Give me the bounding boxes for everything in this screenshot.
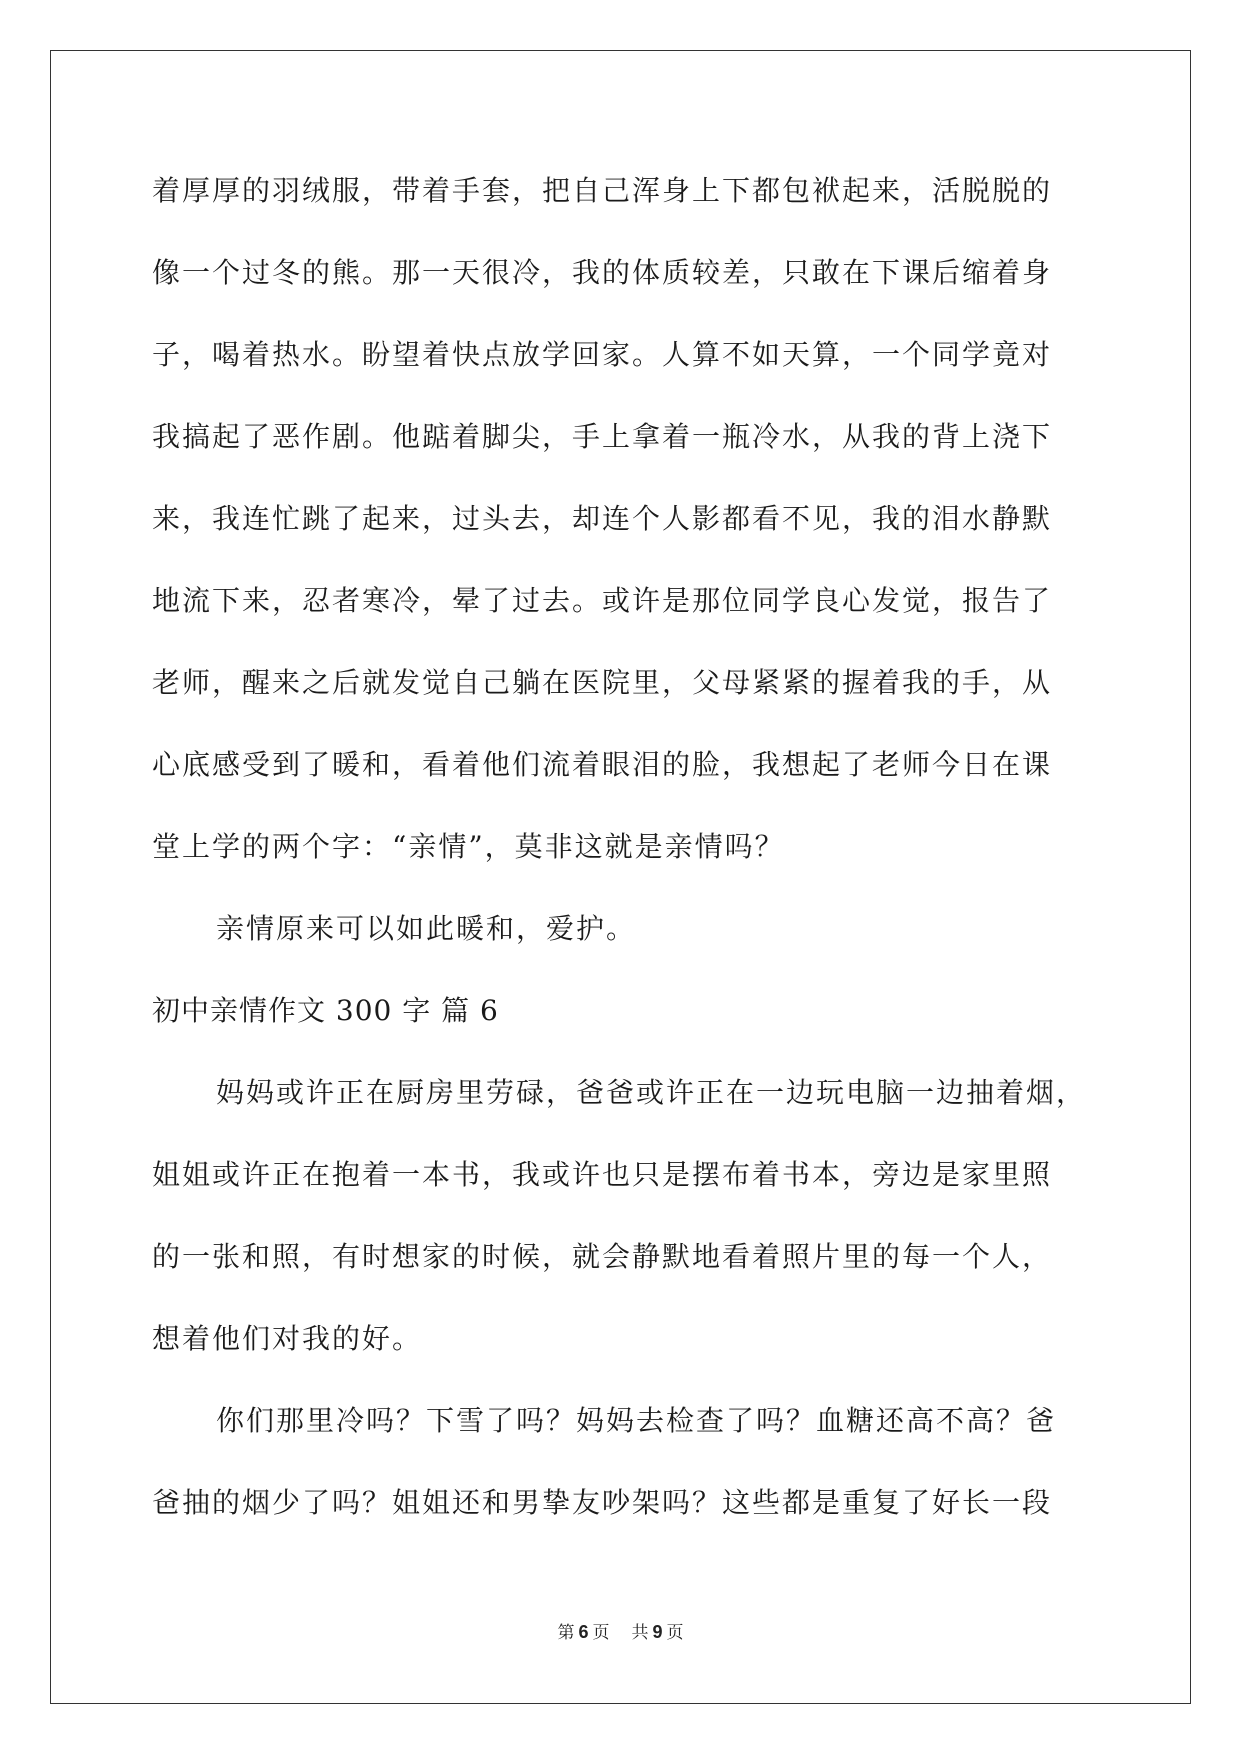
footer-prefix: 第 [557,1623,575,1643]
text-line-17: 爸抽的烟少了吗？姐姐还和男挚友吵架吗？这些都是重复了好长一段 [152,1486,1053,1519]
text-line-14: 的一张和照，有时想家的时候，就会静默地看着照片里的每一个人， [152,1240,1053,1273]
text-line-6: 地流下来，忍者寒冷，晕了过去。或许是那位同学良心发觉，报告了 [152,584,1053,617]
text-line-7: 老师，醒来之后就发觉自己躺在医院里，父母紧紧的握着我的手，从 [152,666,1053,699]
footer-page-suffix: 页 [592,1623,610,1643]
total-pages-number: 9 [652,1622,663,1642]
text-line-9: 堂上学的两个字：“亲情”，莫非这就是亲情吗？ [152,830,785,863]
text-line-1: 着厚厚的羽绒服，带着手套，把自己浑身上下都包袱起来，活脱脱的 [152,174,1053,207]
text-line-13: 姐姐或许正在抱着一本书，我或许也只是摆布着书本，旁边是家里照 [152,1158,1053,1191]
text-line-5: 来，我连忙跳了起来，过头去，却连个人影都看不见，我的泪水静默 [152,502,1053,535]
text-line-12: 妈妈或许正在厨房里劳碌，爸爸或许正在一边玩电脑一边抽着烟， [216,1076,1087,1109]
current-page-number: 6 [578,1622,589,1642]
footer-total-prefix: 共 [631,1623,649,1643]
text-line-4: 我搞起了恶作剧。他踮着脚尖，手上拿着一瓶冷水，从我的背上浇下 [152,420,1053,453]
text-line-16: 你们那里冷吗？下雪了吗？妈妈去检查了吗？血糖还高不高？爸 [216,1404,1057,1437]
text-line-2: 像一个过冬的熊。那一天很冷，我的体质较差，只敢在下课后缩着身 [152,256,1053,289]
text-line-15: 想着他们对我的好。 [152,1322,423,1355]
text-line-8: 心底感受到了暖和，看着他们流着眼泪的脸，我想起了老师今日在课 [152,748,1053,781]
document-body [152,160,1092,1554]
text-line-10: 亲情原来可以如此暖和，爱护。 [216,912,637,945]
footer-total-suffix: 页 [666,1623,684,1643]
text-line-3: 子，喝着热水。盼望着快点放学回家。人算不如天算，一个同学竟对 [152,338,1053,371]
page-footer [0,1618,1241,1643]
section-heading: 初中亲情作文 300 字 篇 6 [152,994,499,1027]
